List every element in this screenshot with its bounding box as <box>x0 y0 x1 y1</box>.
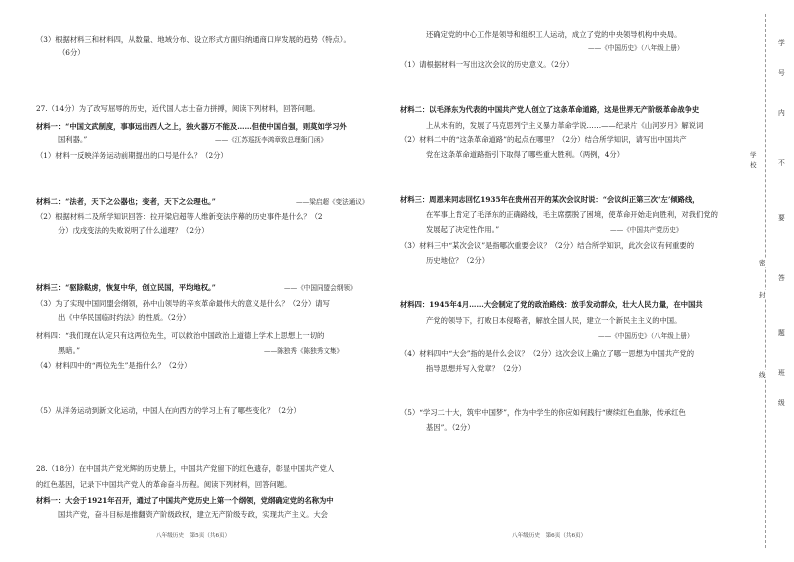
q27-3-prompt: （3）为了实现中国同盟会纲领，孙中山领导的辛亥革命最伟大的意义是什么？（2分）请写 <box>36 299 330 308</box>
binding-label: 不 <box>778 159 785 167</box>
side-mark: 学 <box>750 151 757 159</box>
binding-label: 学 <box>778 39 785 47</box>
q27-5-prompt: （5）从洋务运动到新文化运动，中国人在向西方的学习上有了哪些变化？（2分） <box>36 406 301 415</box>
q28-material-4-source: ——《中国历史》（八年级上册） <box>598 332 694 340</box>
q27-material-4-cont: 黑暗。” <box>58 346 80 355</box>
q28-4-prompt: （4）材料四中“大会”指的是什么会议？（2分）这次会议上确立了哪一思想为中国共产党的 <box>400 349 695 358</box>
cut-mark-close: 封 <box>759 291 766 299</box>
q27-material-3-source: ——《中国同盟会纲领》 <box>284 284 357 292</box>
binding-label: 要 <box>778 214 785 222</box>
binding-label: 号 <box>778 69 785 77</box>
binding-field: 级 <box>778 399 785 407</box>
binding-label: 内 <box>778 109 785 117</box>
exam-page-6 <box>392 0 744 562</box>
q28-material-1-cont: 国共产党，奋斗目标是推翻资产阶级政权，建立无产阶级专政，实现共产主义。大会 <box>58 510 328 519</box>
q28-material-4-cont: 产党的领导下，打败日本侵略者，解放全国人民，建立一个新民主主义的中国。 <box>426 316 682 325</box>
binding-label: 题 <box>778 329 785 337</box>
q28-material-3-cont1: 在军事上肯定了毛泽东的正确路线，毛主席摆脱了困境，使革命开始走向胜利，对我们党的 <box>426 210 718 219</box>
binding-label: 答 <box>778 274 785 282</box>
q28-heading: 28.（18分）在中国共产党光辉的历史册上，中国共产党留下的红色遗存，彰显中国共产党人 <box>36 464 335 473</box>
q28-2-prompt-cont: 党在这条革命道路指引下取得了哪些重大胜利。（两例，4分） <box>426 150 625 159</box>
seal-line <box>765 14 766 548</box>
q26-3-prompt: （3）根据材料三和材料四，从数量、地域分布、设立形式方面归纳通商口岸发展的趋势（特点）。 <box>36 35 351 44</box>
binding-margin <box>744 0 794 562</box>
q27-material-1: 材料一：“中国文武制度，事事远出西人之上，独火器万不能及……但使中国自强，则莫如学习外 <box>36 122 347 131</box>
q27-material-4: 材料四：“我们现在认定只有这两位先生，可以救治中国政治上道德上学术上思想上一切的 <box>36 331 325 340</box>
q28-material-3-cont2: 发展起了决定性作用。” <box>426 225 500 234</box>
binding-field: 班 <box>778 369 785 377</box>
q28-3-prompt: （3）材料三中“某次会议”是指哪次重要会议？（2分）结合所学知识，此次会议有何重要的 <box>400 241 695 250</box>
q28-4-prompt-cont: 指导思想并写入党章？（2分） <box>426 364 526 373</box>
q27-material-2-source: ——梁启超《变法通议》 <box>296 198 369 206</box>
page-footer-6: 八年级历史 第6页（共6页） <box>512 533 587 539</box>
q26-3-score: （6分） <box>58 48 85 57</box>
q27-2-prompt: （2）根据材料二及所学知识回答：拉开梁启超等人维新变法序幕的历史事件是什么？（2 <box>36 212 323 221</box>
q28-material-1: 材料一：大会于1921年召开，通过了中国共产党历史上第一个纲领，党纲确定党的名称为中 <box>36 496 334 505</box>
q27-heading: 27.（14分）为了改写屈辱的历史，近代国人志士奋力拼搏，阅读下列材料，回答问题。 <box>36 104 320 113</box>
q28-3-prompt-cont: 历史地位？（2分） <box>426 256 490 265</box>
q28-material-2-cont: 上从未有的，发展了马克思列宁主义暴力革命学说……——纪录片《山河岁月》解说词 <box>426 121 704 130</box>
q28-material-3-source: ——《中国共产党历史》 <box>610 226 683 234</box>
q27-2-prompt-cont: 分）戊戌变法的失败说明了什么道理？（2分） <box>58 226 209 235</box>
q27-material-1-cont: 国利器。” <box>58 135 88 144</box>
q27-material-4-source: ——陈独秀《陈独秀文集》 <box>264 347 344 355</box>
q28-5-prompt: （5）“学习二十大，筑牢中国梦”，作为中学生的你应如何践行“赓续红色血脉，传承红色 <box>400 408 686 417</box>
q28-heading-cont: 的红色基因，记录下中国共产党人的革命奋斗历程。阅读下列材料，回答问题。 <box>36 480 292 489</box>
page-footer-5: 八年级历史 第5页（共6页） <box>156 533 231 539</box>
q27-material-2: 材料二：“法者，天下之公器也；变者，天下之公理也。” <box>36 197 216 206</box>
cut-mark-seal: 密 <box>759 259 766 267</box>
q28-2-prompt: （2）材料二中的“这条革命道路”的起点在哪里？（2分）结合所学知识，请写出中国共产 <box>400 135 687 144</box>
q27-material-1-source: ——《江苏巡抚李鸿章致总理衙门函》 <box>215 136 328 144</box>
q27-4-prompt: （4）材料四中的“两位先生”是指什么？（2分） <box>36 361 192 370</box>
q27-3-prompt-cont: 出《中华民国临时约法》的性质。（2分） <box>58 313 191 322</box>
q28-material-1-source: ——《中国历史》（八年级上册） <box>588 44 684 52</box>
q27-1-prompt: （1）材料一反映洋务运动前期提出的口号是什么？（2分） <box>36 151 228 160</box>
q28-material-4: 材料四：1945年4月……大会制定了党的政治路线：放手发动群众，壮大人民力量，在中国共 <box>400 300 703 309</box>
q28-5-prompt-cont: 基因”。（2分） <box>426 423 475 432</box>
side-mark: 校 <box>750 161 757 169</box>
q28-material-1-end: 还确定党的中心工作是领导和组织工人运动，成立了党的中央领导机构中央局。 <box>426 30 682 39</box>
q28-material-2: 材料二：以毛泽东为代表的中国共产党人创立了这条革命道路，这是世界无产阶级革命战争史 <box>400 105 700 114</box>
q27-material-3: 材料三：“驱除鞑虏，恢复中华，创立民国，平均地权。” <box>36 283 216 292</box>
exam-page-5 <box>0 0 392 562</box>
q28-material-3: 材料三：周恩来同志回忆1935年在贵州召开的某次会议时说：“会议纠正第三次‘左’倾路线， <box>400 195 700 204</box>
cut-mark-line: 线 <box>759 371 766 379</box>
q28-1-prompt: （1）请根据材料一写出这次会议的历史意义。（2分） <box>400 60 574 69</box>
